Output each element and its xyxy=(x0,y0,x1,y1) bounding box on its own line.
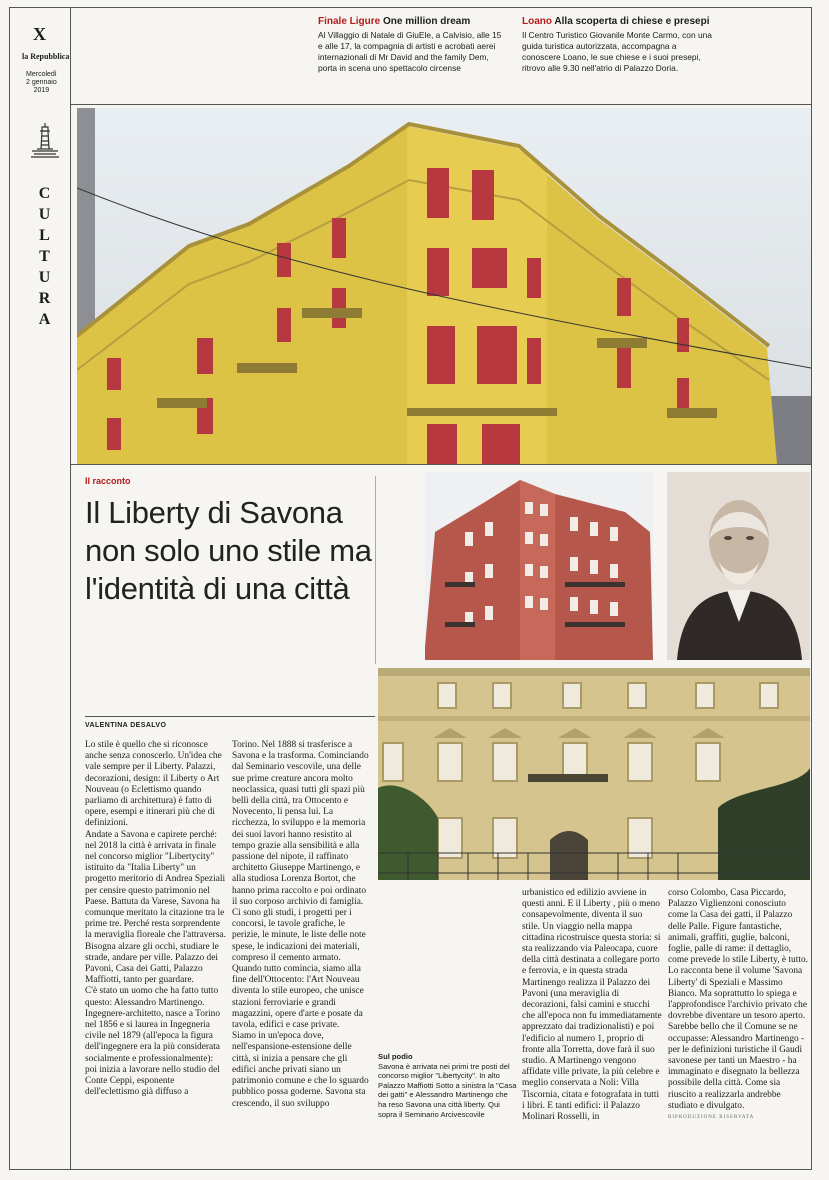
left-rail-divider xyxy=(70,7,71,1170)
teaser-title: One million dream xyxy=(383,16,471,27)
article-author: VALENTINA DESALVO xyxy=(85,722,167,729)
photo-alessandro-martinengo-portrait xyxy=(667,472,810,660)
section-word-cultura: C U L T U R A xyxy=(38,185,52,328)
article-column-3 xyxy=(522,888,662,1123)
teaser-text: Al Villaggio di Natale di GiuEle, a Calvisio, alle 15 e alle 17, la compagnia di artisti e acrobati aerei internazionali di Mr David and the family Dem, porta in scena uno spettacolo circense xyxy=(318,30,502,73)
paragraph: Andate a Savona e capirete perché: nel 2018 la città è arrivata in finale nel concorso miglior "Libertycity" istituito da "Italia Liberty" un progetto meritorio di Andrea Speziali per censire questo patrimonio nel Paese. Battuta da Varese, Savona ha comunque meritato la citazione tra le prime tre. Perché resta sorprendente la meraviglia floreale che l'attraversa. Bisogna alzare gli occhi, studiare le strade, andare per ville. Palazzo dei Pavoni, Casa dei Gatti, Palazzo Maffiotti, tanto per guardare. xyxy=(85,829,226,986)
article-column-1 xyxy=(85,740,227,1099)
headline-divider xyxy=(375,476,376,664)
teaser-title: Alla scoperta di chiese e presepi xyxy=(554,16,710,27)
teaser-finale-ligure xyxy=(318,16,508,74)
byline-rule xyxy=(85,716,375,717)
paragraph: Lo stile è quello che si riconosce anche senza conoscerlo. Un'idea che vale sempre per il Liberty. Palazzi, decorazioni, design: il Liberty o Art Nouveau (o Eclettismo quando parliamo di architettura) è fatto di opere, esempi e itinerari più che di definizioni. xyxy=(85,740,222,829)
paragraph: corso Colombo, Casa Piccardo, Palazzo Viglienzoni conosciuto come la Casa dei gatti, il Palazzo delle Palle. Figure fantastiche, animali, graffiti, guglie, balconi, foglie, palle di rame: il dettaglio, come prevede lo stile Liberty, è tutto. Lo racconta bene il volume 'Savona Liberty' di Speziali e Massimo Bianco. Ma soprattutto lo spiega e l'approfondisce l'archivio privato che dovrebbe diventare un tesoro aperto. Sarebbe bello che il Comune se ne occupasse: Alessandro Martinengo - per le definizioni turistiche il Gaudì savonese per tanti un Maestro - ha immaginato e disegnato la bellezza possibile della città. Come sia riuscito a realizzarla andrebbe studiato e divulgato. xyxy=(668,888,808,1111)
photo-seminario-arcivescovile xyxy=(378,668,810,880)
photo-palazzo-maffiotti xyxy=(77,108,811,464)
newspaper-name: la Repubblica xyxy=(22,52,70,61)
date-weekday: Mercoledì xyxy=(26,71,57,78)
paragraph: Quando tutto comincia, siamo alla fine dell'Ottocento: l'Art Nouveau diventa lo stile europeo, che unisce stazioni ferroviarie e grandi magazzini, opere d'arte e posate da tavola, edifici e case private. xyxy=(232,964,364,1031)
teaser-place: Loano xyxy=(522,16,552,27)
photo-divider xyxy=(70,464,812,465)
section-letter: X xyxy=(33,24,46,44)
date-day: 2 gennaio xyxy=(26,79,57,86)
paragraph: Siamo in un'epoca dove, nell'espansione-estensione delle città, si inizia a pensare che gli edifici anche privati siano un patrimonio comune e che lo sguardo pubblico possa goderne. Savona sta crescendo, il suo sviluppo xyxy=(232,1031,369,1109)
issue-date xyxy=(26,71,57,95)
caption-text: Savona è arrivata nei primi tre posti del concorso miglior "Libertycity". In alto Palazzo Maffiotti Sotto a sinistra la "Casa dei gatti" e Alessandro Martinengo che ha reso Savona una città liberty. Qui sopra il Seminario Arcivescovile xyxy=(378,1061,517,1119)
caption-title: Sul podio xyxy=(378,1052,413,1061)
header-divider xyxy=(70,104,812,105)
article-kicker: Il racconto xyxy=(85,476,131,486)
article-headline: Il Liberty di Savona non solo uno stile ma l'identità di una città xyxy=(85,495,372,606)
date-year: 2019 xyxy=(33,87,50,94)
teaser-place: Finale Ligure xyxy=(318,16,381,27)
teaser-loano xyxy=(522,16,712,74)
article-column-2 xyxy=(232,740,372,1110)
lighthouse-logo-icon xyxy=(28,120,62,160)
paragraph: Torino. Nel 1888 si trasferisce a Savona e la trasforma. Cominciando dal Seminario vescovile, una delle sue prime creature ancora molto neoclassica, quasi tutti gli spazi più belli della città, tra Ottocento e Novecento, li pensa lui. La ricchezza, lo sviluppo e la memoria dei suoi lavori hanno resistito al tempo grazie alla sensibilità e alla passione del nipote, il raffinato architetto Giuseppe Martinengo, e alla studiosa Lorenza Bortot, che hanno prima raccolto e poi ordinato il suo corposo archivio di famiglia. Ci sono gli studi, i progetti per i concorsi, le tavole grafiche, le perizie, le minute, le liste delle note spese, le indicazioni dei materiali, compreso il cemento armato. xyxy=(232,740,369,963)
article-column-4 xyxy=(668,888,808,1123)
copyright-notice: RIPRODUZIONE RISERVATA xyxy=(668,1115,755,1121)
teaser-text: Il Centro Turistico Giovanile Monte Carmo, con una guida turistica autorizzata, accompagna a conoscere Loano, le sue chiese e i suoi presepi, ritrovo alle 9.30 nell'atrio di Palazzo Doria. xyxy=(522,30,712,73)
paragraph: Ingegnere-architetto, nasce a Torino nel 1856 e si laurea in Ingegneria civile nel 1879 (all'epoca la figura dell'ingegnere era la più considerata socialmente e professionalmente): poi inizia a lavorare nello studio del Conte Ceppi, esponente dell'eclettismo già diffuso a xyxy=(85,1008,221,1098)
paragraph: urbanistico ed edilizio avviene in questi anni. E il Liberty , più o meno consapevolmente, diventa il suo stile. Un viaggio nella mappa cittadina ricostruisce questa storia: si sta realizzando via Paleocapa, cuore della città destinata a collegare porto e ferrovia, e in questa strada Martinengo realizza il Palazzo dei Pavoni (una meraviglia di decorazioni, falsi camini e stucchi che all'epoca non fu immediatamente apprezzato dai tradizionalisti) e poi l'edificio al numero 1, proprio di fronte alla Torretta, dove farà il suo studio. A Martinengo vengono affidate ville private, la più celebre e meglio conservata a Noli: Villa Tiscornia, citata e fotografata in tutti i libri. E tanti edifici: il Palazzo Molinari Rosselli, in xyxy=(522,888,662,1123)
photo-casa-dei-gatti xyxy=(425,472,653,660)
paragraph: C'è stato un uomo che ha fatto tutto questo: Alessandro Martinengo. xyxy=(85,986,219,1008)
photo-caption xyxy=(378,1052,518,1119)
